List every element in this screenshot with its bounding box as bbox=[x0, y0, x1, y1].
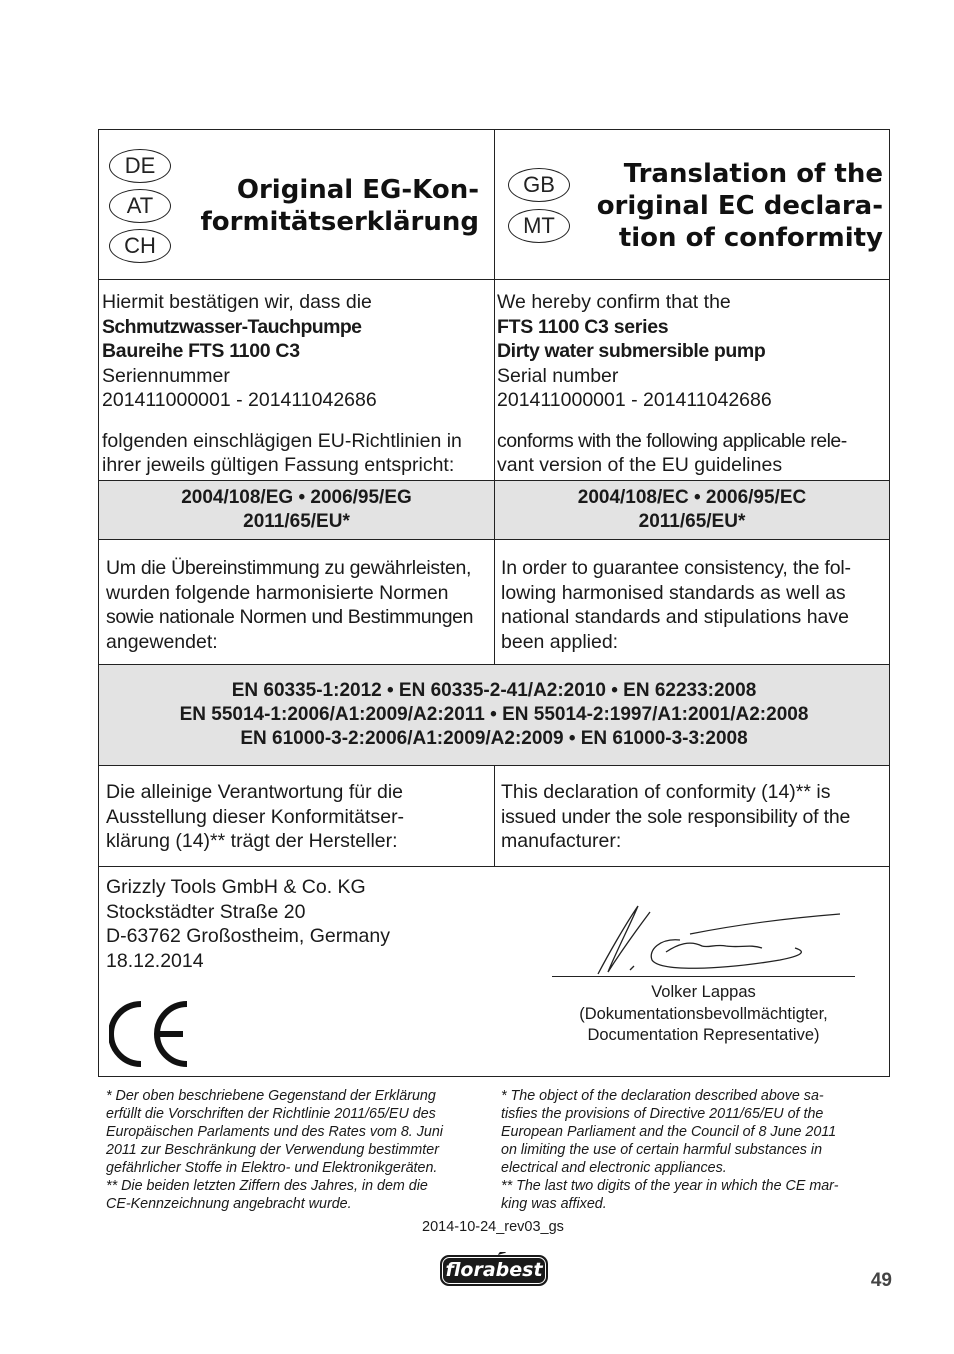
standards-intro-de bbox=[106, 556, 492, 654]
date: 18.12.2014 bbox=[106, 949, 204, 972]
intro-line: sowie nationale Normen und Bestimmungen bbox=[106, 606, 474, 628]
signature-icon bbox=[590, 900, 850, 978]
harmonised-standards bbox=[99, 679, 889, 751]
standard-line: EN 61000-3-2:2006/A1:2009/A2:2009 • EN 61000-3-3:2008 bbox=[240, 728, 748, 749]
responsibility-line: issued under the sole responsibility of the bbox=[501, 805, 851, 828]
intro-line: lowing harmonised standards as well as bbox=[501, 581, 846, 604]
footnote-line: Europäischen Parlaments und des Rates vom 8. Juni bbox=[106, 1124, 443, 1140]
ce-mark-icon bbox=[109, 1000, 193, 1068]
footnotes-gb bbox=[501, 1087, 893, 1213]
florabest-logo bbox=[438, 1252, 550, 1288]
title-english bbox=[597, 158, 883, 254]
footnote-line: 2011 zur Beschränkung der Verwendung bestimmter bbox=[106, 1142, 439, 1158]
serial-range: 201411000001 - 201411042686 bbox=[497, 389, 772, 411]
product-series: Baureihe FTS 1100 C3 bbox=[102, 340, 300, 362]
directive-line: 2004/108/EC • 2006/95/EC bbox=[577, 487, 807, 508]
product-name: Dirty water submersible pump bbox=[497, 340, 766, 362]
footnote-line: ** Die beiden letzten Ziffern des Jahres, in dem die bbox=[106, 1178, 428, 1194]
intro-line: national standards and stipulations have bbox=[501, 606, 849, 628]
responsibility-line: manufacturer: bbox=[501, 830, 622, 852]
title-english-line: tion of conformity bbox=[618, 223, 883, 253]
intro-line: been applied: bbox=[501, 630, 619, 653]
manufacturer-address bbox=[106, 875, 506, 973]
standard-line: EN 55014-1:2006/A1:2009/A2:2011 • EN 55014-2:1997/A1:2001/A2:2008 bbox=[179, 704, 809, 725]
title-english-line: Translation of the bbox=[623, 159, 883, 189]
standard-line: EN 60335-1:2012 • EN 60335-2-41/A2:2010 • EN 62233:2008 bbox=[231, 680, 757, 701]
column-divider bbox=[494, 766, 495, 867]
title-german-line: formitätserklärung bbox=[200, 207, 479, 237]
footnote-line: tisfies the provisions of Directive 2011/65/EU of the bbox=[501, 1106, 824, 1122]
country-badge-at: AT bbox=[109, 189, 171, 223]
country-badge-de: DE bbox=[109, 149, 171, 183]
city: D-63762 Großostheim, Germany bbox=[106, 925, 390, 947]
serial-label: Serial number bbox=[497, 364, 619, 387]
intro-line: wurden folgende harmonisierte Normen bbox=[106, 581, 449, 604]
country-badge-mt: MT bbox=[508, 209, 570, 243]
footnote-line: European Parliament and the Council of 8 June 2011 bbox=[501, 1124, 837, 1140]
page-number: 49 bbox=[870, 1270, 892, 1291]
product-series: FTS 1100 C3 series bbox=[497, 315, 669, 338]
directive-line: 2011/65/EU* bbox=[243, 511, 350, 532]
responsibility-line: klärung (14)** trägt der Hersteller: bbox=[106, 830, 398, 852]
intro-line: Hiermit bestätigen wir, dass die bbox=[102, 291, 372, 313]
footnote-line: CE-Kennzeichnung angebracht wurde. bbox=[106, 1196, 352, 1212]
intro-line: angewendet: bbox=[106, 630, 218, 653]
company-name: Grizzly Tools GmbH & Co. KG bbox=[106, 876, 366, 898]
conforms-line: conforms with the following applicable rele- bbox=[497, 429, 847, 452]
footnote-line: * Der oben beschriebene Gegenstand der Erklärung bbox=[106, 1088, 436, 1104]
street: Stockstädter Straße 20 bbox=[106, 900, 306, 923]
title-german bbox=[200, 174, 479, 238]
signatory-name: Volker Lappas bbox=[651, 983, 756, 1001]
standards-intro-gb bbox=[501, 556, 889, 654]
conforms-line: ihrer jeweils gültigen Fassung entspricht: bbox=[102, 454, 455, 476]
serial-label: Seriennummer bbox=[102, 364, 230, 387]
directives-de bbox=[99, 486, 494, 534]
responsibility-gb bbox=[501, 780, 889, 854]
column-divider bbox=[494, 130, 495, 665]
title-english-line: original EC declara- bbox=[596, 191, 883, 221]
intro-line: Um die Übereinstimmung zu gewährleisten, bbox=[106, 557, 472, 579]
product-name: Schmutzwasser-Tauchpumpe bbox=[102, 315, 362, 338]
responsibility-line: This declaration of conformity (14)** is bbox=[501, 781, 831, 803]
conforms-line: vant version of the EU guidelines bbox=[497, 454, 783, 476]
footnote-line: erfüllt die Vorschriften der Richtlinie 2011/65/EU des bbox=[106, 1106, 436, 1122]
directive-line: 2004/108/EG • 2006/95/EG bbox=[181, 487, 412, 508]
footnote-line: gefährlicher Stoffe in Elektro- und Elektronikgeräten. bbox=[106, 1160, 438, 1176]
country-badge-ch: CH bbox=[109, 229, 171, 263]
signatory-role-de: (Dokumentationsbevollmächtigter, bbox=[579, 1004, 828, 1023]
footnote-line: ** The last two digits of the year in which the CE mar- bbox=[501, 1178, 839, 1194]
directive-line: 2011/65/EU* bbox=[638, 511, 746, 532]
footnote-line: king was affixed. bbox=[501, 1196, 607, 1212]
revision-code: 2014-10-24_rev03_gs bbox=[422, 1219, 564, 1235]
brand-name: florabest bbox=[445, 1259, 543, 1281]
intro-line: In order to guarantee consistency, the fol- bbox=[501, 557, 851, 579]
title-german-line: Original EG-Kon- bbox=[236, 175, 479, 205]
signature-line bbox=[552, 976, 855, 977]
signatory-role-gb: Documentation Representative) bbox=[587, 1026, 820, 1044]
intro-line: We hereby confirm that the bbox=[497, 291, 731, 313]
responsibility-de bbox=[106, 780, 492, 854]
footnote-line: electrical and electronic appliances. bbox=[501, 1160, 727, 1176]
footnote-line: on limiting the use of certain harmful substances in bbox=[501, 1142, 823, 1158]
serial-range: 201411000001 - 201411042686 bbox=[102, 389, 377, 411]
product-text-gb bbox=[497, 290, 889, 478]
signatory bbox=[552, 982, 855, 1047]
footnotes-de bbox=[106, 1087, 498, 1213]
conforms-line: folgenden einschlägigen EU-Richtlinien in bbox=[102, 429, 462, 452]
country-badge-gb: GB bbox=[508, 168, 570, 202]
footnote-line: * The object of the declaration described above sa- bbox=[501, 1088, 824, 1104]
directives-gb bbox=[495, 486, 889, 534]
responsibility-line: Die alleinige Verantwortung für die bbox=[106, 781, 404, 803]
product-text-de bbox=[102, 290, 492, 478]
responsibility-line: Ausstellung dieser Konformitätser- bbox=[106, 805, 405, 828]
